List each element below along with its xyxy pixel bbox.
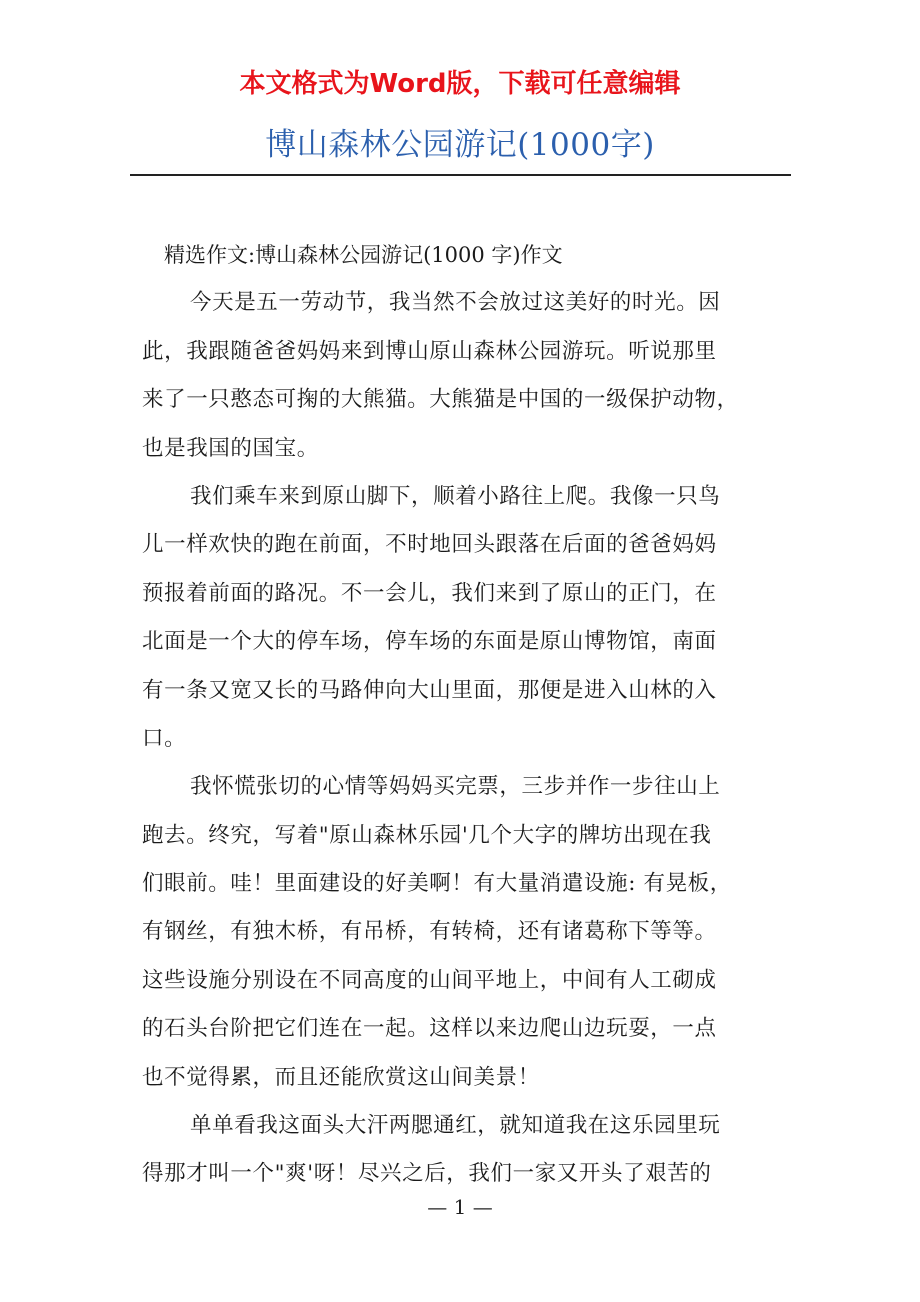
- paragraph-3: [142, 763, 792, 1102]
- paragraph-4: [142, 1102, 792, 1199]
- text-line: 我怀慌张切的心情等妈妈买完票，三步并作一步往山上: [190, 774, 721, 800]
- download-banner: 本文格式为Word版，下载可任意编辑: [239, 69, 681, 99]
- text-line: 也不觉得累，而且还能欣赏这山间美景！: [142, 1064, 540, 1090]
- text-line: 儿一样欢快的跑在前面，不时地回头跟落在后面的爸爸妈妈: [142, 532, 717, 558]
- document-body: [142, 231, 792, 1199]
- text-line: 今天是五一劳动节，我当然不会放过这美好的时光。因: [190, 290, 721, 316]
- text-line: 北面是一个大的停车场，停车场的东面是原山博物馆，南面: [142, 629, 717, 655]
- text-line: 来了一只憨态可掬的大熊猫。大熊猫是中国的一级保护动物，: [142, 387, 739, 413]
- text-line: 预报着前面的路况。不一会儿，我们来到了原山的正门，在: [142, 580, 717, 606]
- article-subtitle: 精选作文:博山森林公园游记(1000 字)作文: [164, 243, 563, 267]
- text-line: 我们乘车来到原山脚下，顺着小路往上爬。我像一只鸟: [190, 483, 721, 509]
- page-number: — 1 —: [427, 1195, 493, 1219]
- page-title: 博山森林公园游记(1000字): [265, 127, 655, 163]
- paragraph-1: [142, 279, 792, 473]
- text-line: 跑去。终究，写着"原山森林乐园'几个大字的牌坊出现在我: [142, 822, 712, 848]
- text-line: 单单看我这面头大汗两腮通红，就知道我在这乐园里玩: [190, 1113, 721, 1139]
- text-line: 此，我跟随爸爸妈妈来到博山原山森林公园游玩。听说那里: [142, 338, 717, 364]
- text-line: 也是我国的国宝。: [142, 435, 319, 461]
- text-line: 这些设施分别设在不同高度的山间平地上，中间有人工砌成: [142, 967, 717, 993]
- text-line: 们眼前。哇！里面建设的好美啊！有大量消遣设施: 有晃板，: [142, 871, 732, 897]
- paragraph-2: [142, 473, 792, 763]
- text-line: 有钢丝，有独木桥，有吊桥，有转椅，还有诸葛称下等等。: [142, 919, 717, 945]
- text-line: 得那才叫一个"爽'呀！尽兴之后，我们一家又开头了艰苦的: [142, 1161, 712, 1187]
- text-line: 的石头台阶把它们连在一起。这样以来边爬山边玩耍，一点: [142, 1016, 717, 1042]
- text-line: 有一条又宽又长的马路伸向大山里面，那便是进入山林的入: [142, 677, 717, 703]
- title-divider: [130, 174, 791, 176]
- text-line: 口。: [142, 725, 187, 751]
